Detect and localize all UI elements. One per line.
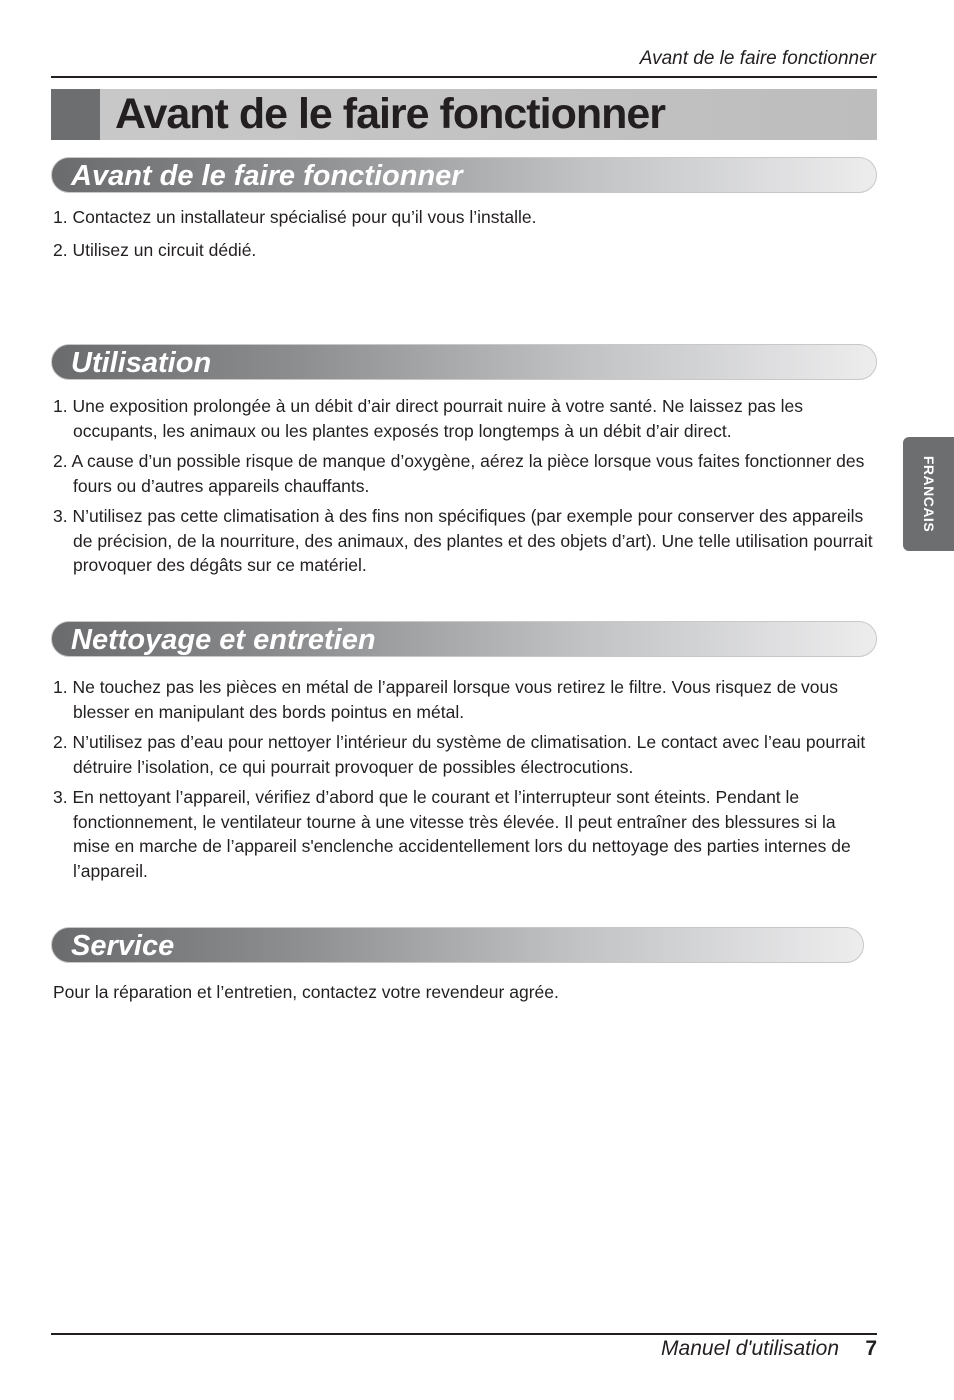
running-header: Avant de le faire fonctionner <box>639 48 876 69</box>
language-tab <box>903 437 954 551</box>
header-rule <box>51 76 877 78</box>
list-item: 1. Ne touchez pas les pièces en métal de l’appareil lorsque vous retirez le filtre. Vous risquez de vous blesser en manipulant des bords pointus en métal. <box>53 677 839 722</box>
list-item: 2. Utilisez un circuit dédié. <box>53 240 257 260</box>
footer-label: Manuel d'utilisation <box>661 1337 839 1360</box>
footer-rule <box>51 1333 877 1335</box>
list-item: 2. N’utilisez pas d’eau pour nettoyer l’intérieur du système de climatisation. Le contact avec l’eau pourrait détruire l’isolation, ce qui pourrait provoquer de possibles électrocutions. <box>53 732 866 777</box>
list-item: 3. En nettoyant l’appareil, vérifiez d’abord que le courant et l’interrupteur sont éteints. Pendant le fonctionnement, le ventilateur tourne à une vitesse très élevée. Il peut entraîner des blessures si la mise en marche de l’appareil s'enclenche accidentellement lors du nettoyage des parties internes de l’appareil. <box>53 787 851 881</box>
section-title: Avant de le faire fonctionner <box>71 160 463 192</box>
section-bar-avant <box>51 157 877 193</box>
section-bar-service <box>51 927 864 963</box>
list-item: 2. A cause d’un possible risque de manque d’oxygène, aérez la pièce lorsque vous faites fonctionner des fours ou d’autres appareils chauffants. <box>53 451 865 496</box>
page-title: Avant de le faire fonctionner <box>115 90 666 138</box>
list-item: 1. Contactez un installateur spécialisé pour qu’il vous l’installe. <box>53 207 537 227</box>
section-bar-nettoyage <box>51 621 877 657</box>
section-title: Utilisation <box>71 347 212 379</box>
service-text: Pour la réparation et l’entretien, contactez votre revendeur agrée. <box>53 982 559 1002</box>
list-item: 1. Une exposition prolongée à un débit d’air direct pourrait nuire à votre santé. Ne laissez pas les occupants, les animaux ou les plantes exposés trop longtemps à un débit d’air direct. <box>53 396 804 441</box>
language-tab-label: FRANCAIS <box>920 455 937 533</box>
section-title: Nettoyage et entretien <box>71 624 376 656</box>
section-bar-utilisation <box>51 344 877 380</box>
section-title: Service <box>71 930 175 962</box>
list-item: 3. N’utilisez pas cette climatisation à des fins non spécifiques (par exemple pour conserver des appareils de précision, de la nourriture, des animaux, des plantes et des objets d’art). Une telle utilisation pourrait provoquer des dégâts sur ce matériel. <box>53 506 873 575</box>
title-block <box>51 89 100 140</box>
page-number: 7 <box>865 1337 877 1360</box>
title-bar <box>51 89 877 140</box>
